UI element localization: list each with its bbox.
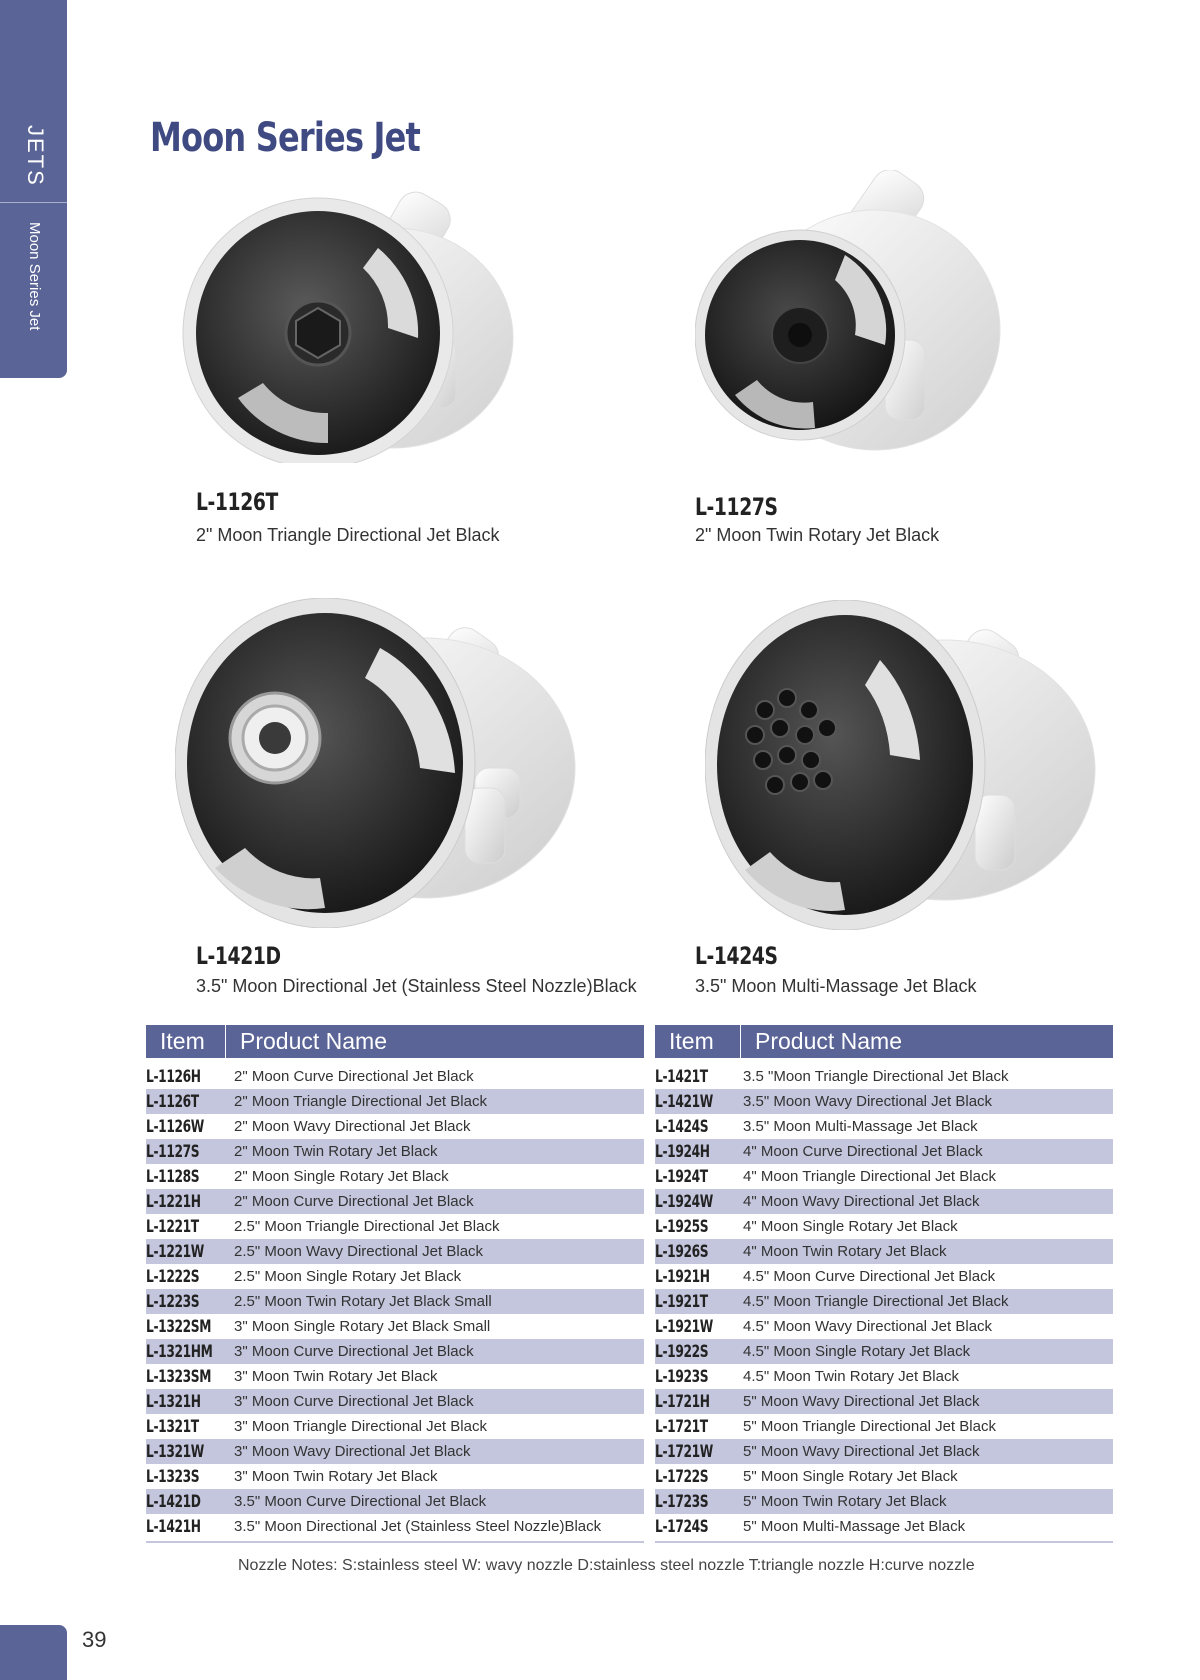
item-code-cell: L-1421T <box>655 1066 708 1087</box>
section-label: JETS <box>23 125 48 187</box>
product-name-cell: 4.5" Moon Wavy Directional Jet Black <box>743 1318 993 1335</box>
item-code-cell: L-1724S <box>655 1516 709 1537</box>
item-code-cell: L-1128S <box>146 1166 200 1187</box>
item-code-cell: L-1723S <box>655 1491 709 1512</box>
item-code-cell: L-1321T <box>146 1416 199 1437</box>
item-code-cell: L-1421D <box>146 1491 201 1512</box>
table-row <box>146 1489 644 1514</box>
product-name-cell: 3.5" Moon Directional Jet (Stainless Steel Nozzle)Black <box>234 1518 602 1535</box>
table-row <box>655 1064 1113 1089</box>
product-name-cell: 5" Moon Wavy Directional Jet Black <box>743 1443 980 1460</box>
item-code-cell: L-1126T <box>146 1091 199 1112</box>
table-body <box>146 1064 644 1539</box>
product-description: 2" Moon Twin Rotary Jet Black <box>695 525 940 545</box>
header-item: Item <box>655 1025 741 1058</box>
table-row <box>146 1439 644 1464</box>
product-name-cell: 2" Moon Triangle Directional Jet Black <box>234 1093 487 1110</box>
page-number: 39 <box>82 1627 107 1652</box>
table-row <box>655 1389 1113 1414</box>
table-row <box>146 1339 644 1364</box>
table-row <box>655 1464 1113 1489</box>
item-code-cell: L-1323SM <box>146 1366 212 1387</box>
product-name-cell: 3" Moon Curve Directional Jet Black <box>234 1343 474 1360</box>
product-name-cell: 4" Moon Single Rotary Jet Black <box>743 1218 958 1235</box>
table-row <box>655 1114 1113 1139</box>
product-name-cell: 3" Moon Twin Rotary Jet Black <box>234 1368 438 1385</box>
item-code-cell: L-1421H <box>146 1516 201 1537</box>
table-row <box>655 1239 1113 1264</box>
table-header <box>655 1025 1113 1058</box>
item-code-cell: L-1924T <box>655 1166 708 1187</box>
item-code-cell: L-1127S <box>146 1141 200 1162</box>
item-code-cell: L-1925S <box>655 1216 709 1237</box>
table-row <box>146 1389 644 1414</box>
product-name-cell: 3.5 "Moon Triangle Directional Jet Black <box>743 1068 1009 1085</box>
nozzle-notes: Nozzle Notes: S:stainless steel W: wavy nozzle D:stainless steel nozzle T:triangle nozzle H:curve nozzle <box>238 1557 975 1574</box>
table-row <box>146 1364 644 1389</box>
item-code-cell: L-1321H <box>146 1391 201 1412</box>
product-name-cell: 2" Moon Curve Directional Jet Black <box>234 1068 474 1085</box>
item-code-cell: L-1922S <box>655 1341 709 1362</box>
product-name-cell: 3.5" Moon Wavy Directional Jet Black <box>743 1093 993 1110</box>
item-code-cell: L-1921H <box>655 1266 710 1287</box>
product-name-cell: 4.5" Moon Twin Rotary Jet Black <box>743 1368 959 1385</box>
table-row <box>146 1164 644 1189</box>
table-row <box>146 1514 644 1539</box>
item-code-cell: L-1722S <box>655 1466 709 1487</box>
product-image-l-1126t <box>178 188 528 463</box>
item-code-cell: L-1924H <box>655 1141 710 1162</box>
product-name-cell: 4" Moon Curve Directional Jet Black <box>743 1143 983 1160</box>
table-row <box>146 1239 644 1264</box>
side-tab-divider <box>0 202 67 203</box>
product-table-left <box>146 1025 644 1543</box>
table-row <box>146 1089 644 1114</box>
table-row <box>146 1414 644 1439</box>
product-name-cell: 3" Moon Twin Rotary Jet Black <box>234 1468 438 1485</box>
table-row <box>655 1264 1113 1289</box>
product-name-cell: 2" Moon Twin Rotary Jet Black <box>234 1143 438 1160</box>
product-name-cell: 5" Moon Twin Rotary Jet Black <box>743 1493 947 1510</box>
item-code-cell: L-1421W <box>655 1091 713 1112</box>
table-row <box>146 1139 644 1164</box>
product-description: 3.5" Moon Multi-Massage Jet Black <box>695 976 977 996</box>
table-row <box>655 1439 1113 1464</box>
item-code-cell: L-1221W <box>146 1241 204 1262</box>
product-description: 3.5" Moon Directional Jet (Stainless Steel Nozzle)Black <box>196 976 637 996</box>
product-name-cell: 3" Moon Single Rotary Jet Black Small <box>234 1318 491 1335</box>
product-name-cell: 2.5" Moon Triangle Directional Jet Black <box>234 1218 500 1235</box>
product-name-cell: 4.5" Moon Curve Directional Jet Black <box>743 1268 996 1285</box>
product-name-cell: 4" Moon Triangle Directional Jet Black <box>743 1168 996 1185</box>
table-row <box>655 1164 1113 1189</box>
item-code-cell: L-1924W <box>655 1191 713 1212</box>
header-item: Item <box>146 1025 226 1058</box>
table-row <box>655 1189 1113 1214</box>
item-code-cell: L-1321HM <box>146 1341 213 1362</box>
item-code-cell: L-1126H <box>146 1066 201 1087</box>
page-tab <box>0 1625 67 1680</box>
table-header <box>146 1025 644 1058</box>
product-name-cell: 3" Moon Curve Directional Jet Black <box>234 1393 474 1410</box>
table-row <box>146 1264 644 1289</box>
item-code-cell: L-1923S <box>655 1366 709 1387</box>
item-code-cell: L-1721H <box>655 1391 710 1412</box>
table-row <box>655 1289 1113 1314</box>
product-name-cell: 3" Moon Wavy Directional Jet Black <box>234 1443 471 1460</box>
table-row <box>655 1514 1113 1539</box>
table-row <box>146 1464 644 1489</box>
product-name-cell: 5" Moon Wavy Directional Jet Black <box>743 1393 980 1410</box>
product-image-l-1127s <box>695 170 1030 470</box>
item-code-cell: L-1221H <box>146 1191 201 1212</box>
product-name-cell: 5" Moon Multi-Massage Jet Black <box>743 1518 966 1535</box>
product-name-cell: 4" Moon Twin Rotary Jet Black <box>743 1243 947 1260</box>
product-name-cell: 3" Moon Triangle Directional Jet Black <box>234 1418 487 1435</box>
table-row <box>655 1339 1113 1364</box>
product-name-cell: 3.5" Moon Curve Directional Jet Black <box>234 1493 487 1510</box>
header-product-name: Product Name <box>755 1028 903 1054</box>
product-name-cell: 2.5" Moon Wavy Directional Jet Black <box>234 1243 484 1260</box>
page-title: Moon Series Jet <box>150 115 421 161</box>
item-code-cell: L-1921W <box>655 1316 713 1337</box>
item-code-cell: L-1921T <box>655 1291 708 1312</box>
item-code-cell: L-1926S <box>655 1241 709 1262</box>
table-bottom-rule <box>146 1541 644 1543</box>
product-name-cell: 5" Moon Single Rotary Jet Black <box>743 1468 958 1485</box>
item-code-cell: L-1424S <box>655 1116 709 1137</box>
product-name-cell: 4" Moon Wavy Directional Jet Black <box>743 1193 980 1210</box>
table-row <box>146 1189 644 1214</box>
product-name-cell: 3.5" Moon Multi-Massage Jet Black <box>743 1118 978 1135</box>
product-code: L-1421D <box>196 942 281 970</box>
product-name-cell: 2" Moon Curve Directional Jet Black <box>234 1193 474 1210</box>
product-name-cell: 2.5" Moon Twin Rotary Jet Black Small <box>234 1293 492 1310</box>
product-description: 2" Moon Triangle Directional Jet Black <box>196 525 500 545</box>
item-code-cell: L-1721T <box>655 1416 708 1437</box>
item-code-cell: L-1221T <box>146 1216 199 1237</box>
product-image-l-1421d <box>175 598 585 928</box>
subsection-label: Moon Series Jet <box>26 222 43 331</box>
product-image-l-1424s <box>705 600 1105 930</box>
product-code: L-1126T <box>196 488 278 516</box>
product-name-cell: 5" Moon Triangle Directional Jet Black <box>743 1418 996 1435</box>
product-name-cell: 4.5" Moon Triangle Directional Jet Black <box>743 1293 1009 1310</box>
product-name-cell: 4.5" Moon Single Rotary Jet Black <box>743 1343 971 1360</box>
table-row <box>146 1064 644 1089</box>
table-row <box>655 1089 1113 1114</box>
item-code-cell: L-1323S <box>146 1466 200 1487</box>
product-name-cell: 2" Moon Single Rotary Jet Black <box>234 1168 449 1185</box>
table-row <box>146 1289 644 1314</box>
product-name-cell: 2.5" Moon Single Rotary Jet Black <box>234 1268 462 1285</box>
table-row <box>655 1314 1113 1339</box>
product-code: L-1127S <box>695 493 778 521</box>
table-body <box>655 1064 1113 1539</box>
table-row <box>146 1114 644 1139</box>
table-row <box>655 1139 1113 1164</box>
product-name-cell: 2" Moon Wavy Directional Jet Black <box>234 1118 471 1135</box>
item-code-cell: L-1321W <box>146 1441 204 1462</box>
item-code-cell: L-1223S <box>146 1291 200 1312</box>
section-side-tab <box>0 0 67 378</box>
product-table-right <box>655 1025 1113 1543</box>
table-row <box>655 1364 1113 1389</box>
item-code-cell: L-1222S <box>146 1266 200 1287</box>
table-bottom-rule <box>655 1541 1113 1543</box>
item-code-cell: L-1126W <box>146 1116 204 1137</box>
table-row <box>655 1214 1113 1239</box>
table-row <box>146 1314 644 1339</box>
item-code-cell: L-1322SM <box>146 1316 212 1337</box>
table-row <box>146 1214 644 1239</box>
table-row <box>655 1489 1113 1514</box>
table-row <box>655 1414 1113 1439</box>
item-code-cell: L-1721W <box>655 1441 713 1462</box>
header-product-name: Product Name <box>240 1028 388 1054</box>
product-code: L-1424S <box>695 942 778 970</box>
